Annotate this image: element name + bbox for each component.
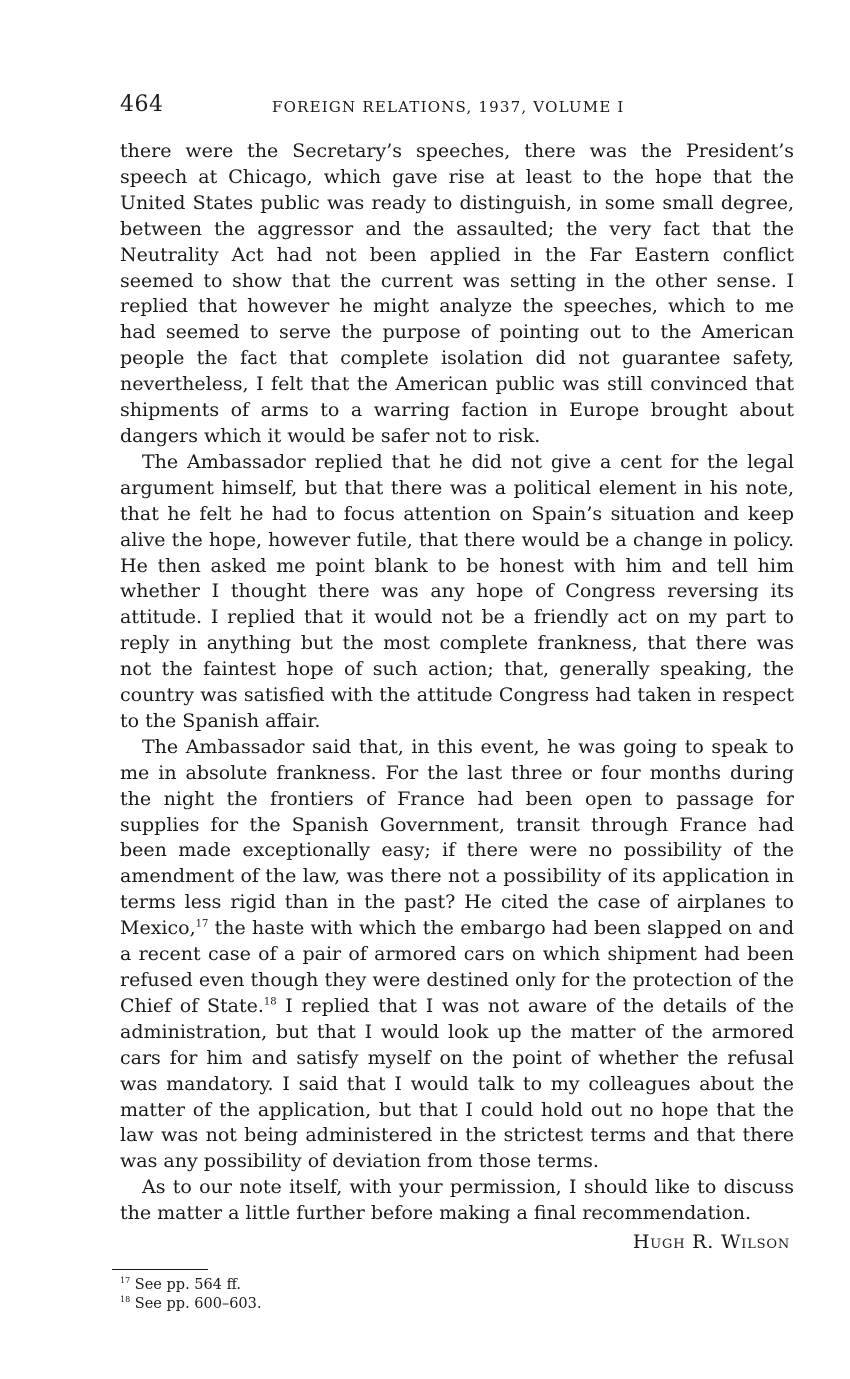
footnote-divider (112, 1269, 208, 1270)
footnote-mark: 17 (120, 1276, 131, 1286)
paragraph-1: there were the Secretary’s speeches, there was the President’s speech at Chicago, which gave rise at least to the hope that the United States public was ready to distinguish, in some small degree, between the aggressor and the assaulted; the very fact that the Neutrality Act had not been applied in the Far Eastern conflict seemed to show that the current was setting in the other sense. I replied that however he might analyze the speeches, which to me had seemed to serve the purpose of pointing out to the American people the fact that complete isolation did not guarantee safety, nevertheless, I felt that the American public was still convinced that shipments of arms to a warring faction in Europe brought about dangers which it would be safer not to risk. (120, 140, 794, 447)
paragraph-3-part-c: I replied that I was not aware of the details of the administration, but that I would look up the matter of the armored cars for him and satisfy myself on the point of whether the refusal was mandatory. I said that I would talk to my colleagues about the matter of the application, but that I could hold out no hope that the law was not being administered in the strictest terms and that there was any possibility of deviation from those terms. (120, 994, 794, 1173)
running-head (120, 92, 794, 132)
running-title: FOREIGN RELATIONS, 1937, VOLUME I (272, 98, 625, 116)
paragraph-3-part-a: The Ambassador said that, in this event, he was going to speak to me in absolute frankness. For the last three or four months during the night the frontiers of France had been open to passage for supplies for the Spanish Government, transit through France had been made exceptionally easy; if there were no possibility of the amendment of the law, was there not a possibility of its application in terms less rigid than in the past? He cited the case of airplanes to Mexico, (120, 735, 794, 940)
page-number: 464 (120, 92, 164, 117)
paragraph-3 (120, 735, 794, 1175)
footnote-text: See pp. 600–603. (134, 1296, 262, 1313)
signature: Hugh R. Wilson (632, 1231, 790, 1254)
footnote-reference-18[interactable]: 18 (263, 996, 277, 1008)
footnotes (120, 1276, 794, 1314)
footnote-text: See pp. 564 ff. (134, 1277, 241, 1294)
footnote-18 (120, 1295, 794, 1314)
footnote-mark: 18 (120, 1295, 131, 1305)
document-page (120, 92, 794, 1314)
footnote-17 (120, 1276, 794, 1295)
footnote-reference-17[interactable]: 17 (195, 918, 209, 930)
body-text (120, 139, 794, 1227)
paragraph-4: As to our note itself, with your permission, I should like to discuss the matter a little further before making a final recommendation. (120, 1176, 794, 1225)
paragraph-3-part-b: the haste with which the embargo had been slapped on and a recent case of a pair of armored cars on which shipment had been refused even though they were destined only for the protection of the Chief of State. (120, 917, 794, 1017)
paragraph-2: The Ambassador replied that he did not give a cent for the legal argument himself, but that there was a political element in his note, that he felt he had to focus attention on Spain’s situation and keep alive the hope, however futile, that there would be a change in policy. He then asked me point blank to be honest with him and tell him whether I thought there was any hope of Congress reversing its attitude. I replied that it would not be a friendly act on my part to reply in anything but the most complete frankness, that there was not the faintest hope of such action; that, generally speaking, the country was satisfied with the attitude Congress had taken in respect to the Spanish affair. (120, 450, 794, 732)
